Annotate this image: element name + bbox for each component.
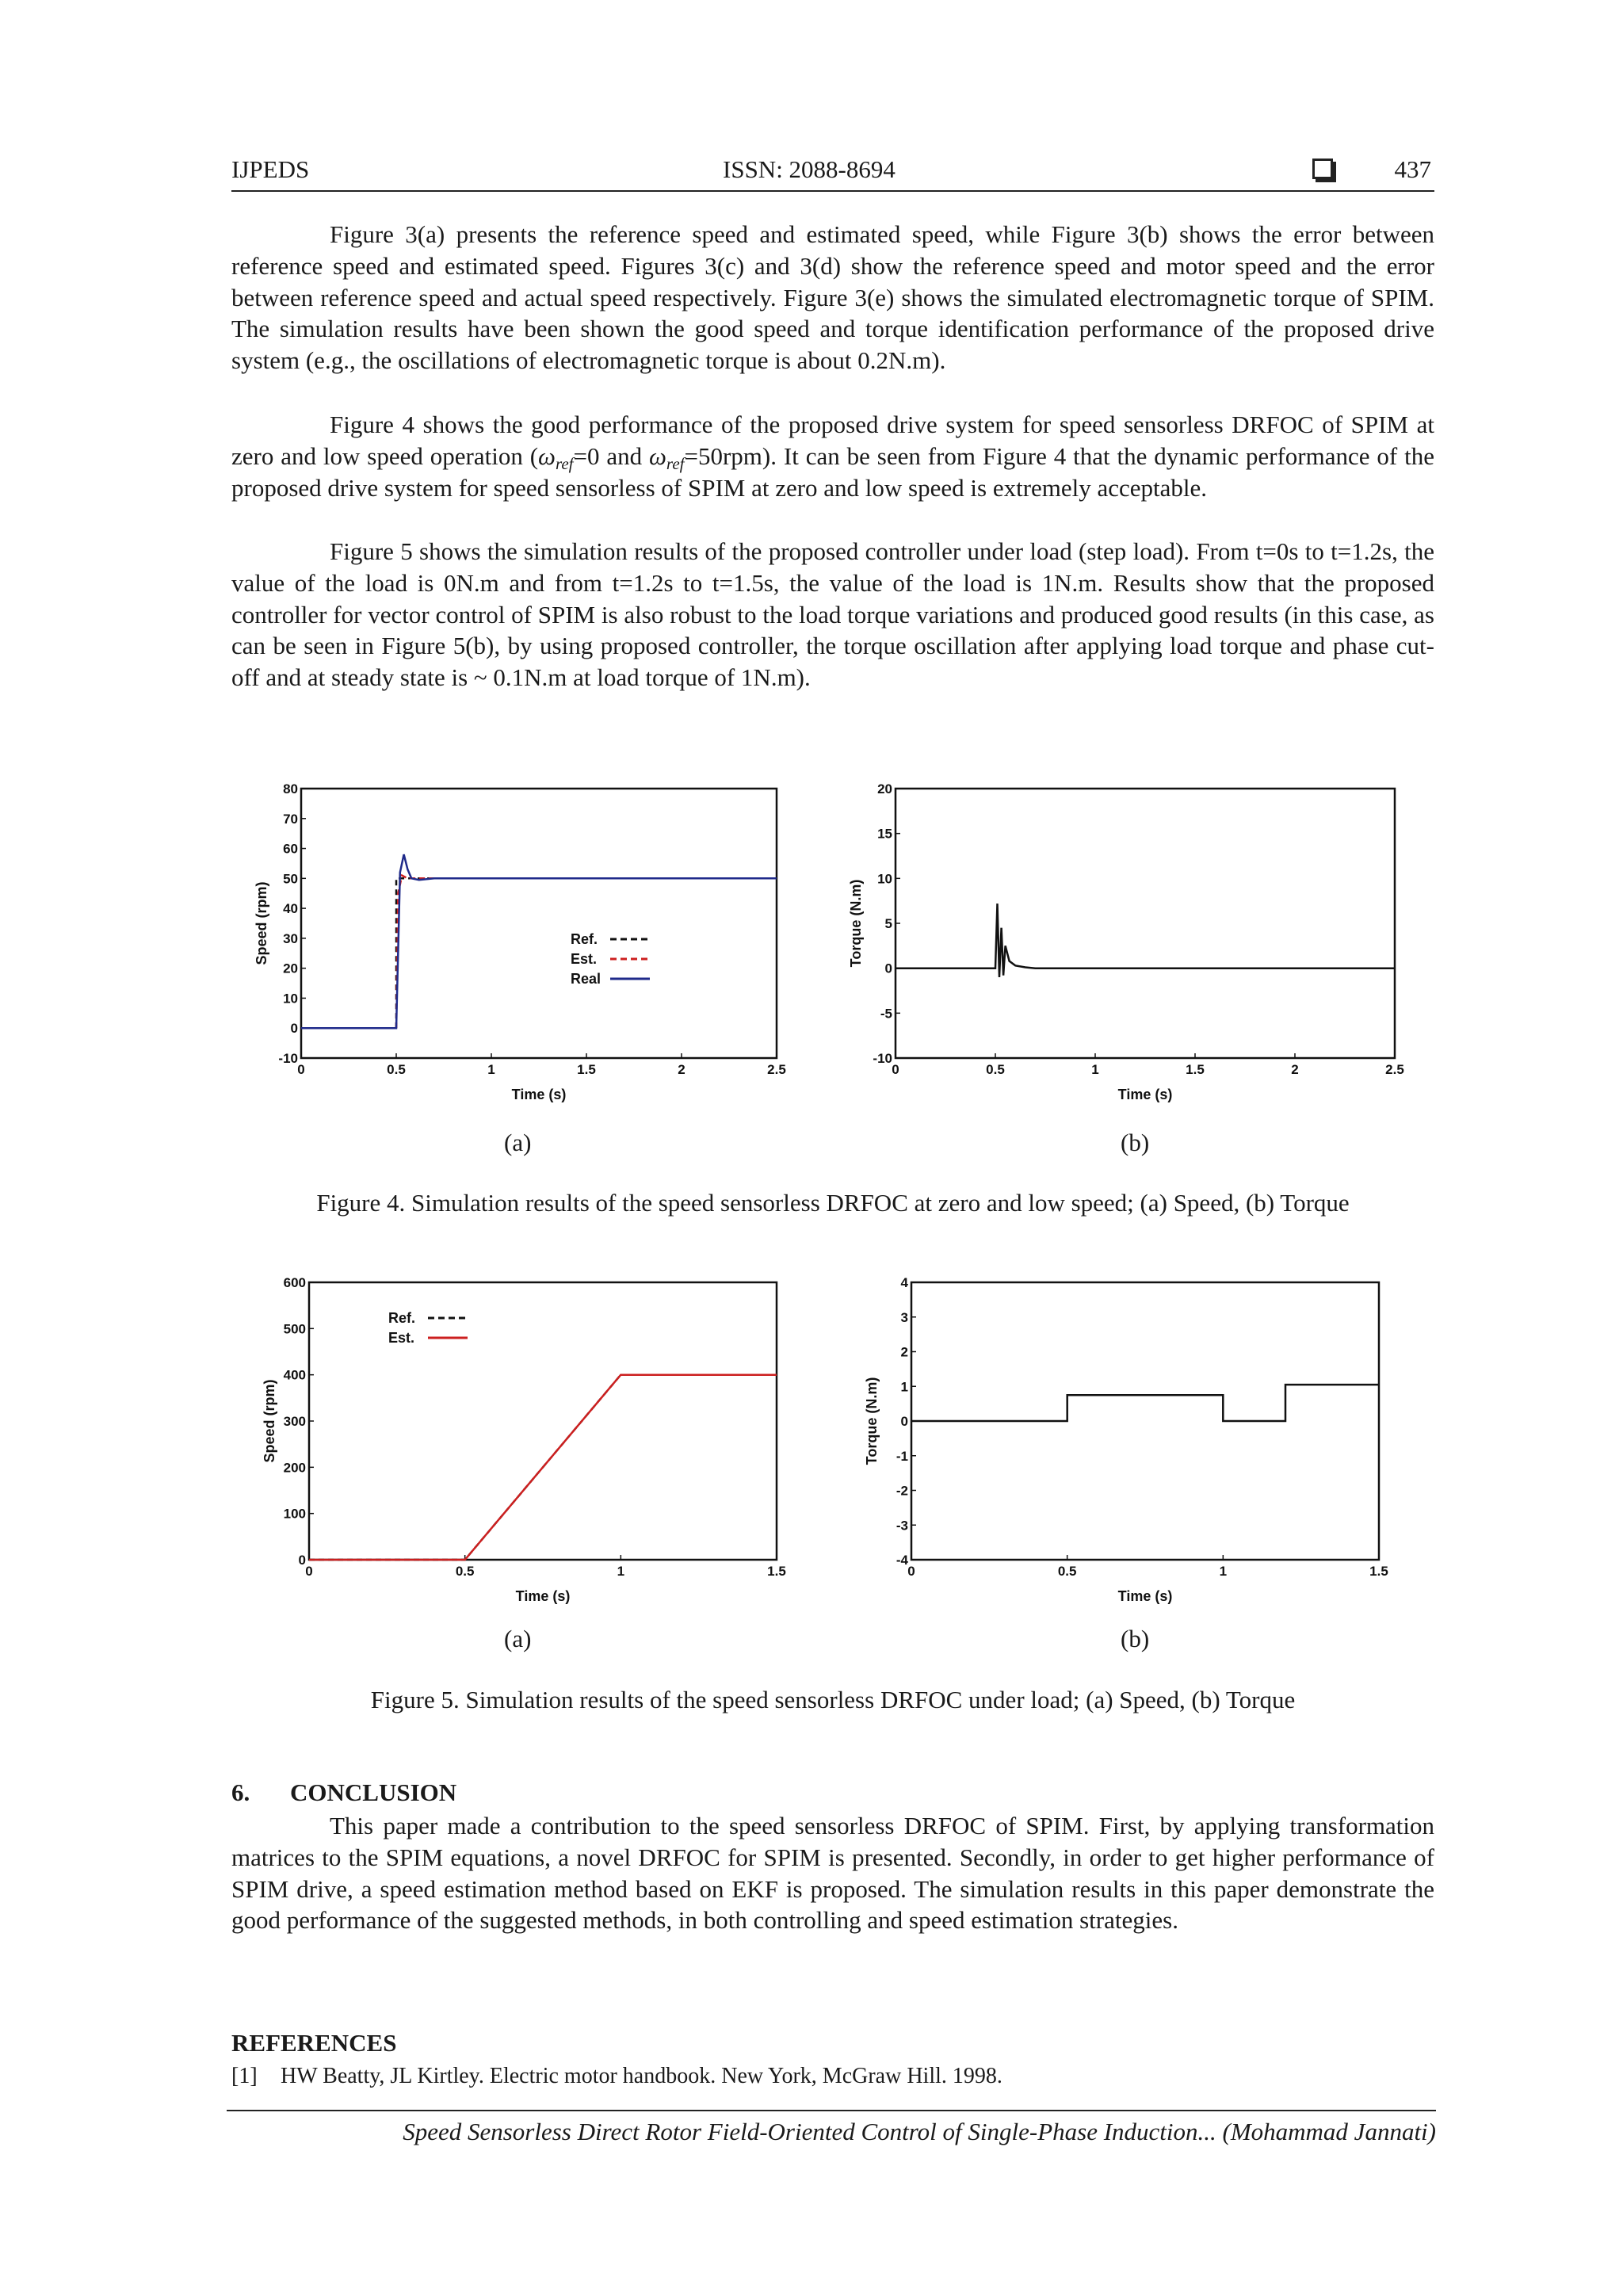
y-tick-label: 40 <box>283 901 298 917</box>
x-tick-label: 0.5 <box>387 1062 406 1077</box>
y-tick-label: -2 <box>896 1483 908 1499</box>
y-tick-label: 0 <box>298 1553 306 1568</box>
reference-number: [1] <box>231 2064 258 2088</box>
omega-symbol: ω <box>538 441 556 470</box>
figure4-label-a: (a) <box>504 1129 532 1156</box>
y-tick-label: 2 <box>900 1344 908 1360</box>
y-tick-label: 300 <box>283 1414 306 1429</box>
x-tick-label: 1 <box>1219 1564 1228 1579</box>
paragraph-conclusion-text: This paper made a contribution to the speed sensorless DRFOC of SPIM. First, by applying transformation matrices to the SPIM equations, a novel DRFOC for SPIM is presented. Secondly, in order to get higher performance of SPIM drive, a speed estimation method based on EKF is proposed. The simulation results in this paper demonstrate the good performance of the suggested methods, in both controlling and speed estimation strategies. <box>231 1812 1434 1935</box>
x-axis-label: Time (s) <box>515 1588 571 1604</box>
figure5-caption: Figure 5. Simulation results of the speed sensorless DRFOC under load; (a) Speed, (b) Torque <box>370 1686 1296 1713</box>
y-tick-label: -1 <box>896 1448 908 1464</box>
x-axis-label: Time (s) <box>511 1087 567 1102</box>
y-tick-label: 80 <box>283 781 298 797</box>
page-footer <box>227 2110 1436 2146</box>
y-tick-label: 60 <box>283 841 298 857</box>
y-axis-label: Torque (N.m) <box>864 1377 880 1465</box>
x-tick-label: 1.5 <box>1186 1062 1205 1077</box>
y-tick-label: 20 <box>283 961 298 976</box>
y-tick-label: 5 <box>884 916 892 931</box>
y-tick-label: 500 <box>283 1321 306 1337</box>
y-tick-label: 10 <box>283 991 298 1007</box>
x-tick-label: 0.5 <box>1057 1564 1077 1579</box>
figure4-label-b: (b) <box>1121 1129 1150 1156</box>
y-tick-label: 20 <box>877 781 892 797</box>
figure5b-chart <box>840 1274 1426 1615</box>
x-tick-label: 1.5 <box>1369 1564 1388 1579</box>
y-tick-label: 50 <box>283 871 298 887</box>
references-heading: REFERENCES <box>231 2029 397 2057</box>
paragraph-figure5 <box>231 536 1434 693</box>
y-tick-label: -10 <box>873 1051 892 1066</box>
section-number: 6. <box>231 1778 250 1806</box>
torque-chart <box>840 1274 1426 1615</box>
y-tick-label: 10 <box>877 871 892 887</box>
reference-item <box>231 2064 1002 2089</box>
y-tick-label: 0 <box>900 1414 908 1429</box>
x-axis-label: Time (s) <box>1117 1087 1173 1102</box>
paragraph-figure4 <box>231 409 1434 503</box>
legend-label: Ref. <box>571 931 598 947</box>
y-axis-label: Torque (N.m) <box>848 879 864 968</box>
x-tick-label: 2 <box>1291 1062 1299 1077</box>
reference-text: HW Beatty, JL Kirtley. Electric motor handbook. New York, McGraw Hill. 1998. <box>281 2064 1002 2088</box>
x-tick-label: 2.5 <box>767 1062 786 1077</box>
x-tick-label: 0 <box>297 1062 305 1077</box>
omega-symbol: ω <box>649 441 666 470</box>
paragraph-conclusion <box>231 1810 1434 1936</box>
page-header <box>231 155 1434 192</box>
x-tick-label: 0 <box>892 1062 899 1077</box>
paragraph-figure3-text: Figure 3(a) presents the reference speed and estimated speed, while Figure 3(b) shows the error between reference speed and estimated speed. Figures 3(c) and 3(d) show the reference speed and motor speed and the error between reference speed and actual speed respectively. Figure 3(e) shows the simulated electromagnetic torque of SPIM. The simulation results have been shown the good speed and torque identification performance of the proposed drive system (e.g., the oscillations of electromagnetic torque is about 0.2N.m). <box>231 220 1434 375</box>
y-axis-label: Speed (rpm) <box>262 1379 277 1463</box>
torque-chart <box>840 781 1426 1121</box>
paragraph-figure5-text: Figure 5 shows the simulation results of the proposed controller under load (step load). From t=0s to t=1.2s, the value of the load is 0N.m and from t=1.2s to t=1.5s, the value of the load is 1N.m. Results show that the proposed controller for vector control of SPIM is also robust to the load torque variations and produced good results (in this case, as can be seen in Figure 5(b), by using proposed controller, the torque oscillation after applying load torque and phase cut-off and at steady state is ~ 0.1N.m at load torque of 1N.m). <box>231 537 1434 692</box>
y-tick-label: 600 <box>283 1275 306 1290</box>
issn: ISSN: 2088-8694 <box>723 155 896 183</box>
x-tick-label: 1 <box>1091 1062 1099 1077</box>
page-number: 437 <box>1394 155 1431 183</box>
figure5a-chart <box>238 1274 808 1615</box>
y-tick-label: 70 <box>283 811 298 827</box>
x-tick-label: 1.5 <box>577 1062 596 1077</box>
y-tick-label: -5 <box>880 1006 892 1022</box>
speed-chart <box>238 1274 808 1615</box>
section-title: CONCLUSION <box>290 1778 457 1806</box>
paragraph-figure4-text-a: Figure 4 shows the good performance of the proposed drive system for speed sensorless DRFOC of SPIM at zero and low speed operation ( <box>231 411 1434 470</box>
paragraph-figure3 <box>231 219 1434 376</box>
y-axis-label: Speed (rpm) <box>254 881 269 965</box>
x-tick-label: 0.5 <box>455 1564 475 1579</box>
plot-frame <box>896 789 1395 1058</box>
legend-label: Real <box>571 971 601 987</box>
y-tick-label: 4 <box>900 1275 908 1290</box>
paragraph-figure4-text-b: =0 and <box>573 441 650 470</box>
legend-label: Ref. <box>388 1310 416 1326</box>
y-tick-label: 30 <box>283 930 298 946</box>
x-tick-label: 0 <box>907 1564 915 1579</box>
figure4a-chart <box>238 781 808 1121</box>
x-tick-label: 2.5 <box>1385 1062 1404 1077</box>
square-bullet-icon <box>1312 159 1333 179</box>
footer-text: Speed Sensorless Direct Rotor Field-Oriented Control of Single-Phase Induction... (Mohammad Jannati) <box>403 2118 1436 2145</box>
x-tick-label: 0 <box>305 1564 313 1579</box>
y-tick-label: 15 <box>877 826 892 842</box>
section-heading <box>231 1778 456 1807</box>
journal-name: IJPEDS <box>231 155 310 183</box>
x-tick-label: 1 <box>487 1062 495 1077</box>
figure5-label-a: (a) <box>504 1625 532 1652</box>
speed-chart <box>238 781 808 1121</box>
x-tick-label: 2 <box>678 1062 685 1077</box>
figure4-caption: Figure 4. Simulation results of the speed sensorless DRFOC at zero and low speed; (a) Speed, (b) Torque <box>316 1189 1350 1217</box>
x-axis-label: Time (s) <box>1117 1588 1173 1604</box>
x-tick-label: 1.5 <box>767 1564 786 1579</box>
y-tick-label: 100 <box>283 1506 306 1522</box>
ref-subscript: ref <box>666 453 685 473</box>
ref-subscript: ref <box>555 453 574 473</box>
y-tick-label: 0 <box>884 961 892 976</box>
paragraph-figure4-text-c: =50rpm). It can be seen from Figure 4 that the dynamic performance of the proposed drive system for speed sensorless of SPIM at zero and low speed is extremely acceptable. <box>231 441 1434 502</box>
plot-frame <box>309 1282 777 1560</box>
plot-frame <box>301 789 777 1058</box>
y-tick-label: 0 <box>290 1021 298 1037</box>
x-tick-label: 0.5 <box>986 1062 1005 1077</box>
figure4b-chart <box>840 781 1426 1121</box>
y-tick-label: 1 <box>900 1379 908 1395</box>
figure5-label-b: (b) <box>1121 1625 1150 1652</box>
legend-label: Est. <box>571 951 598 967</box>
y-tick-label: 3 <box>900 1309 908 1325</box>
y-tick-label: -3 <box>896 1518 908 1534</box>
y-tick-label: -10 <box>278 1051 298 1066</box>
x-tick-label: 1 <box>617 1564 625 1579</box>
y-tick-label: 200 <box>283 1460 306 1476</box>
legend-label: Est. <box>388 1330 415 1346</box>
y-tick-label: -4 <box>896 1553 908 1568</box>
y-tick-label: 400 <box>283 1367 306 1383</box>
